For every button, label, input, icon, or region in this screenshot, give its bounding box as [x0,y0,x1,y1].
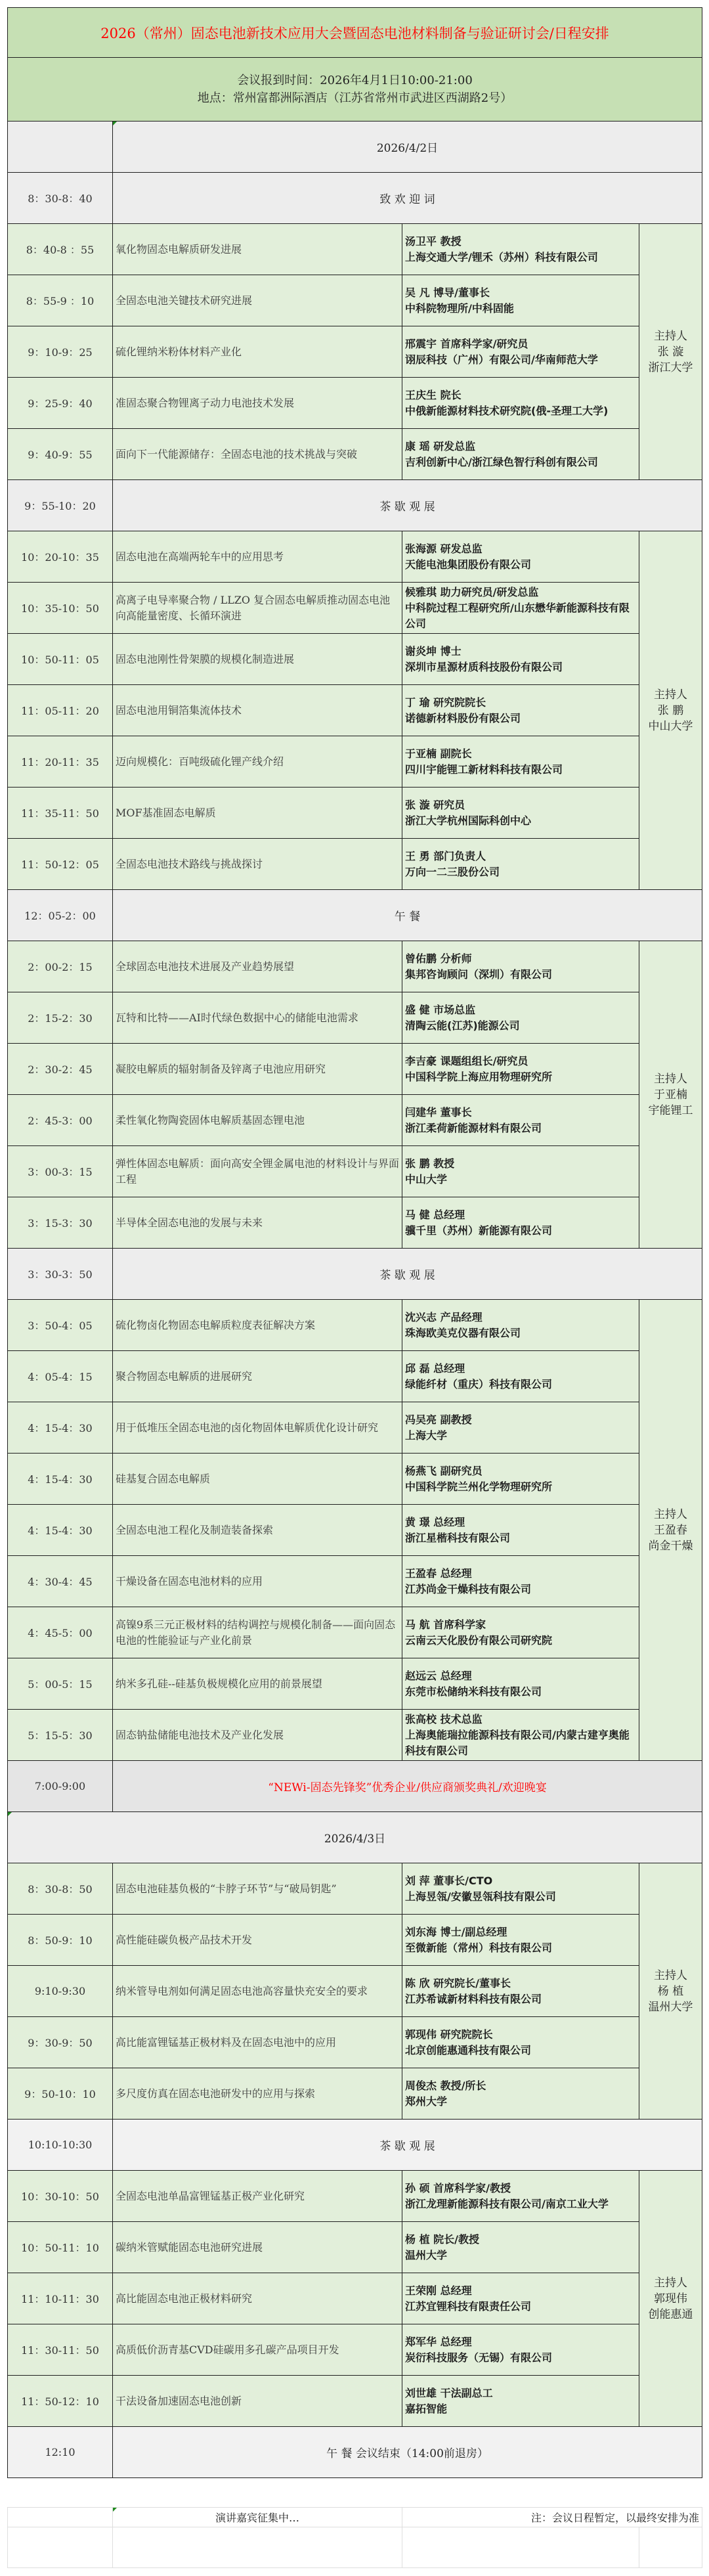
time-slot: 10：35-10：50 [8,583,113,634]
speaker-name: 王庆生 院长 [405,388,462,401]
speaker [402,2324,639,2376]
speaker [402,1710,639,1761]
speaker [402,941,639,992]
speaker [402,634,639,685]
speaker [402,1915,639,1966]
session-row [8,1146,702,1197]
schedule-sheet [7,7,702,2478]
speaker-name: 孙 硕 首席科学家/教授 [405,2181,511,2194]
break-label: 茶 歇 观 展 [113,1249,702,1300]
talk-title: 用于低堆压全固态电池的卤化物固体电解质优化设计研究 [113,1402,402,1454]
speaker-org: 浙江星楷科技有限公司 [405,1531,511,1544]
session-row [8,839,702,890]
time-slot: 9:10-9:30 [8,1966,113,2017]
speaker [402,685,639,736]
speaker-org: 绿能纤材（重庆）科技有限公司 [405,1377,553,1390]
talk-title: 固态电池硅基负极的“卡脖子环节”与“破局钥匙” [113,1863,402,1915]
talk-title: 全球固态电池技术进展及产业趋势展望 [113,941,402,992]
speaker-name: 刘东海 博士/副总经理 [405,1925,507,1938]
time-slot: 3：30-3：50 [8,1249,113,1300]
break-row [8,1761,702,1812]
time-slot: 9：55-10：20 [8,480,113,531]
session-row [8,788,702,839]
speaker-name: 刘世雄 干法副总工 [405,2386,493,2399]
speaker-org: 中科院过程工程研究所/山东懋华新能源科技有限公司 [405,601,630,630]
speaker-name: 王 勇 部门负责人 [405,849,486,862]
date-label: 2026/4/3日 [8,1812,702,1863]
session-chair: 主持人 王盈春 尚金干燥 [639,1300,702,1761]
speaker-org: 上海昱瓴/安徽昱瓴科技有限公司 [405,1890,556,1903]
time-slot: 2：15-2：30 [8,992,113,1044]
speaker [402,224,639,275]
speaker-name: 周俊杰 教授/所长 [405,2079,486,2092]
time-slot: 10：20-10：35 [8,531,113,583]
speaker-org: 北京创能惠通科技有限公司 [405,2043,532,2056]
session-row [8,1351,702,1402]
session-row [8,429,702,480]
break-label: 致 欢 迎 词 [113,173,702,224]
speaker-name: 马 航 首席科学家 [405,1618,486,1631]
session-row [8,2273,702,2324]
speaker-org: 吉利创新中心/浙江绿色智行科创有限公司 [405,455,598,468]
talk-title: 全固态电池工程化及制造装备探索 [113,1505,402,1556]
schedule-disclaimer: 注：会议日程暂定，以最终安排为准 [402,2508,702,2527]
talk-title: 高质低价沥青基CVD硅碳用多孔碳产品项目开发 [113,2324,402,2376]
speaker-org: 浙江柔荷新能源材料有限公司 [405,1121,542,1134]
speaker-org: 骥千里（苏州）新能源有限公司 [405,1224,553,1237]
session-chair: 主持人 张 漩 浙江大学 [639,224,702,480]
speaker-org: 江苏尚金干燥科技有限公司 [405,1582,532,1595]
talk-title: 高比能固态电池正极材料研究 [113,2273,402,2324]
speaker-org: 诺德新材料股份有限公司 [405,711,521,724]
break-label: 茶 歇 观 展 [113,2120,702,2171]
speaker [402,1300,639,1351]
speaker-org: 东莞市松储纳米科技有限公司 [405,1685,542,1698]
speaker [402,326,639,378]
session-row [8,2376,702,2427]
speaker [402,2376,639,2427]
time-slot: 9：10-9：25 [8,326,113,378]
speaker-name: 邱 磊 总经理 [405,1362,465,1375]
speaker-name: 康 瑶 研发总监 [405,439,476,453]
talk-title: MOF基准固态电解质 [113,788,402,839]
speaker-name: 曾佑鹏 分析师 [405,952,472,965]
session-row [8,1556,702,1607]
session-chair: 主持人 张 鹏 中山大学 [639,531,702,890]
speaker-name: 陈 欣 研究院长/董事长 [405,1976,511,1989]
time-slot: 10:10-10:30 [8,2120,113,2171]
time-slot: 9：40-9：55 [8,429,113,480]
speaker-org: 云南云天化股份有限公司研究院 [405,1633,553,1647]
session-row [8,1915,702,1966]
time-slot: 11：35-11：50 [8,788,113,839]
title-row [8,8,702,58]
session-row [8,275,702,326]
speaker-org: 上海奥能瑞拉能源科技有限公司/内蒙古建亨奥能科技有限公司 [405,1728,630,1757]
session-row [8,1095,702,1146]
speaker-name: 于亚楠 副院长 [405,747,472,760]
speaker [402,378,639,429]
talk-title: 高镍9系三元正极材料的结构调控与规模化制备——面向固态电池的性能验证与产业化前景 [113,1607,402,1658]
talk-title: 聚合物固态电解质的进展研究 [113,1351,402,1402]
speaker [402,1658,639,1710]
speaker-name: 杨燕飞 副研究员 [405,1464,483,1477]
speaker-org: 炭衍科技服务（无锡）有限公司 [405,2351,553,2364]
talk-title: 凝胶电解质的辐射制备及锌离子电池应用研究 [113,1044,402,1095]
break-row [8,173,702,224]
talk-title: 瓦特和比特——AI时代绿色数据中心的储能电池需求 [113,992,402,1044]
speaker-org: 江苏宜锂科技有限责任公司 [405,2299,532,2313]
page-title: 2026（常州）固态电池新技术应用大会暨固态电池材料制备与验证研讨会/日程安排 [8,8,702,58]
time-slot: 3：00-3：15 [8,1146,113,1197]
session-chair: 主持人 郭现伟 创能惠通 [639,2171,702,2427]
session-row [8,1966,702,2017]
session-row [8,1710,702,1761]
speaker [402,275,639,326]
speaker-org: 中国科学院兰州化学物理研究所 [405,1480,553,1493]
speaker [402,429,639,480]
time-slot: 2：00-2：15 [8,941,113,992]
time-slot: 2：45-3：00 [8,1095,113,1146]
talk-title: 柔性氧化物陶瓷固体电解质基固态锂电池 [113,1095,402,1146]
speaker-name: 吴 凡 博导/董事长 [405,286,490,299]
talk-title: 多尺度仿真在固态电池研发中的应用与探索 [113,2068,402,2120]
session-row [8,2324,702,2376]
time-slot: 12：05-2：00 [8,890,113,941]
session-row [8,2017,702,2068]
session-row [8,1300,702,1351]
talk-title: 固态钠盐储能电池技术及产业化发展 [113,1710,402,1761]
talk-title: 干燥设备在固态电池材料的应用 [113,1556,402,1607]
speaker-name: 黄 璟 总经理 [405,1515,465,1528]
talk-title: 纳米多孔硅--硅基负极规模化应用的前景展望 [113,1658,402,1710]
speaker-name: 郭现伟 研究院院长 [405,2028,493,2041]
time-slot: 11：30-11：50 [8,2324,113,2376]
session-row [8,992,702,1044]
speaker-name: 张 鹏 教授 [405,1157,455,1170]
session-row [8,941,702,992]
talk-title: 碳纳米管赋能固态电池研究进展 [113,2222,402,2273]
talk-title: 氧化物固态电解质研发进展 [113,224,402,275]
session-row [8,531,702,583]
speaker-org: 嘉拓智能 [405,2402,448,2415]
speaker-name: 冯吴亮 副教授 [405,1413,472,1426]
time-slot: 9：50-10：10 [8,2068,113,2120]
speaker-org: 珠海欧美克仪器有限公司 [405,1326,521,1339]
speaker-name: 邢震宇 首席科学家/研究员 [405,337,528,350]
speaker [402,992,639,1044]
speaker [402,1556,639,1607]
speaker [402,2171,639,2222]
talk-title: 硅基复合固态电解质 [113,1454,402,1505]
speaker-name: 张海源 研发总监 [405,542,483,555]
speaker [402,1095,639,1146]
time-slot: 9：30-9：50 [8,2017,113,2068]
session-chair: 主持人 杨 植 温州大学 [639,1863,702,2120]
speaker [402,1402,639,1454]
session-row [8,634,702,685]
speaker-name: 张 漩 研究员 [405,798,465,811]
time-slot: 8：40-8 ：55 [8,224,113,275]
time-slot: 11：10-11：30 [8,2273,113,2324]
talk-title: 固态电池用铜箔集流体技术 [113,685,402,736]
break-row [8,890,702,941]
speaker-name: 盛 健 市场总监 [405,1003,476,1016]
speaker-name: 王盈春 总经理 [405,1566,472,1580]
speaker-org: 深圳市星源材质科技股份有限公司 [405,660,563,673]
speaker [402,583,639,634]
speaker-org: 浙江大学杭州国际科创中心 [405,814,532,827]
speaker-name: 谢炎坤 博士 [405,644,462,657]
time-slot: 4：45-5：00 [8,1607,113,1658]
registration-time: 会议报到时间：2026年4月1日10:00-21:00 [237,74,473,87]
talk-title: 硫化物卤化物固态电解质粒度表征解决方案 [113,1300,402,1351]
time-slot: 4：15-4：30 [8,1505,113,1556]
speaker [402,1146,639,1197]
talk-title: 固态电池刚性骨架膜的规模化制造进展 [113,634,402,685]
talk-title: 硫化锂纳米粉体材料产业化 [113,326,402,378]
speaker [402,839,639,890]
talk-title: 纳米管导电剂如何满足固态电池高容量快充安全的要求 [113,1966,402,2017]
session-row [8,2171,702,2222]
time-slot: 4：05-4：15 [8,1351,113,1402]
talk-title: 全固态电池技术路线与挑战探讨 [113,839,402,890]
speaker [402,1044,639,1095]
speaker [402,788,639,839]
speaker-org: 集邦咨询顾问（深圳）有限公司 [405,967,553,981]
session-row [8,1402,702,1454]
break-row [8,480,702,531]
time-slot: 5：15-5：30 [8,1710,113,1761]
time-slot: 9：25-9：40 [8,378,113,429]
speaker-name: 丁 瑜 研究院院长 [405,696,486,709]
speaker-org: 中山大学 [405,1172,448,1186]
session-row [8,1863,702,1915]
speaker-org: 清陶云能(江苏)能源公司 [405,1019,520,1032]
talk-title: 弹性体固态电解质：面向高安全锂金属电池的材料设计与界面工程 [113,1146,402,1197]
speaker-name: 张高校 技术总监 [405,1712,483,1725]
talk-title: 半导体全固态电池的发展与未来 [113,1197,402,1249]
speaker-name: 杨 植 院长/教授 [405,2232,479,2246]
talk-title: 面向下一代能源储存：全固态电池的技术挑战与突破 [113,429,402,480]
speaker-org: 中国科学院上海应用物理研究所 [405,1070,553,1083]
speaker [402,2017,639,2068]
speaker-name: 郑军华 总经理 [405,2335,472,2348]
speaker [402,2222,639,2273]
session-row [8,2068,702,2120]
time-slot: 10：50-11：10 [8,2222,113,2273]
speaker [402,1197,639,1249]
speaker-name: 闫建华 董事长 [405,1105,472,1119]
speaker [402,531,639,583]
time-slot: 5：00-5：15 [8,1658,113,1710]
speaker-org: 中科院物理所/中科固能 [405,301,514,315]
talk-title: 迈向规模化：百吨级硫化锂产线介绍 [113,736,402,788]
speaker-org: 浙江龙理新能源科技有限公司/南京工业大学 [405,2197,609,2210]
speaker-org: 上海大学 [405,1429,448,1442]
speaker [402,1454,639,1505]
speaker-name: 赵远云 总经理 [405,1669,472,1682]
speaker-org: 温州大学 [405,2248,448,2261]
time-slot: 4：15-4：30 [8,1454,113,1505]
time-slot: 10：50-11：05 [8,634,113,685]
speaker-name: 刘 萍 董事长/CTO [405,1874,493,1887]
schedule-table [7,7,702,2478]
venue: 地点：常州富都洲际酒店（江苏省常州市武进区西湖路2号） [197,91,513,105]
session-row [8,583,702,634]
time-slot: 11：50-12：10 [8,2376,113,2427]
speaker-org: 江苏希诚新材料科技有限公司 [405,1992,542,2005]
date-label: 2026/4/2日 [113,122,702,173]
session-row [8,736,702,788]
talk-title: 高离子电导率聚合物 / LLZO 复合固态电解质推动固态电池向高能量密度、长循环演进 [113,583,402,634]
session-row [8,2222,702,2273]
session-row [8,1044,702,1095]
footer [7,2507,702,2568]
speaker-name: 汤卫平 教授 [405,234,462,248]
talk-title: 高比能富锂锰基正极材料及在固态电池中的应用 [113,2017,402,2068]
speaker-name: 沈兴志 产品经理 [405,1310,483,1323]
time-slot: 4：30-4：45 [8,1556,113,1607]
speaker-org: 郑州大学 [405,2095,448,2108]
break-label: “NEWi-固态先锋奖”优秀企业/供应商颁奖典礼/欢迎晚宴 [113,1761,702,1812]
time-slot: 7:00-9:00 [8,1761,113,1812]
time-slot: 2：30-2：45 [8,1044,113,1095]
time-slot: 3：15-3：30 [8,1197,113,1249]
session-row [8,1658,702,1710]
talk-title: 全固态电池单晶富锂锰基正极产业化研究 [113,2171,402,2222]
time-slot: 3：50-4：05 [8,1300,113,1351]
talk-title: 固态电池在高端两轮车中的应用思考 [113,531,402,583]
break-label: 茶 歇 观 展 [113,480,702,531]
info-row [8,58,702,122]
session-row [8,1607,702,1658]
speaker [402,1966,639,2017]
speaker-org: 至微新能（常州）科技有限公司 [405,1941,553,1954]
session-row [8,378,702,429]
speaker-name: 候雅琪 助力研究员/研发总监 [405,585,539,598]
speaker [402,2068,639,2120]
time-slot: 11：05-11：20 [8,685,113,736]
speaker-org: 万向一二三股份公司 [405,865,500,878]
session-row [8,1505,702,1556]
break-row [8,2427,702,2478]
speaker-name: 王荣刚 总经理 [405,2284,472,2297]
session-chair: 主持人 于亚楠 宇能锂工 [639,941,702,1249]
break-row [8,1249,702,1300]
time-slot: 8：50-9：10 [8,1915,113,1966]
time-slot: 11：20-11：35 [8,736,113,788]
talk-title: 全固态电池关键技术研究进展 [113,275,402,326]
speaker [402,2273,639,2324]
speaker-org: 上海交通大学/锂禾（苏州）科技有限公司 [405,250,598,263]
time-slot: 8：55-9 ：10 [8,275,113,326]
time-slot: 10：30-10：50 [8,2171,113,2222]
speaker-name: 李吉豪 课题组组长/研究员 [405,1054,528,1067]
talk-title: 干法设备加速固态电池创新 [113,2376,402,2427]
time-slot: 8：30-8：40 [8,173,113,224]
speakers-wanted-note: 演讲嘉宾征集中… [113,2508,402,2527]
speaker [402,1351,639,1402]
event-info [8,58,702,122]
speaker [402,1863,639,1915]
speaker-org: 中俄新能源材料技术研究院(俄-圣理工大学) [405,404,609,417]
talk-title: 准固态聚合物锂离子动力电池技术发展 [113,378,402,429]
speaker-name: 马 健 总经理 [405,1208,465,1221]
break-label: 午 餐 [113,890,702,941]
date-row [8,1812,702,1863]
break-row [8,2120,702,2171]
speaker-org: 诩辰科技（广州）有限公司/华南师范大学 [405,353,598,366]
speaker [402,1505,639,1556]
time-slot: 11：50-12：05 [8,839,113,890]
date-row [8,122,702,173]
time-slot: 8：30-8：50 [8,1863,113,1915]
session-row [8,685,702,736]
speaker-org: 四川宇能锂工新材料科技有限公司 [405,763,563,776]
talk-title: 高性能硅碳负极产品技术开发 [113,1915,402,1966]
time-slot: 12:10 [8,2427,113,2478]
speaker-org: 天能电池集团股份有限公司 [405,558,532,571]
speaker [402,1607,639,1658]
session-row [8,326,702,378]
time-slot: 4：15-4：30 [8,1402,113,1454]
session-row [8,224,702,275]
session-row [8,1197,702,1249]
session-row [8,1454,702,1505]
speaker [402,736,639,788]
break-label: 午 餐 会议结束（14:00前退房） [113,2427,702,2478]
